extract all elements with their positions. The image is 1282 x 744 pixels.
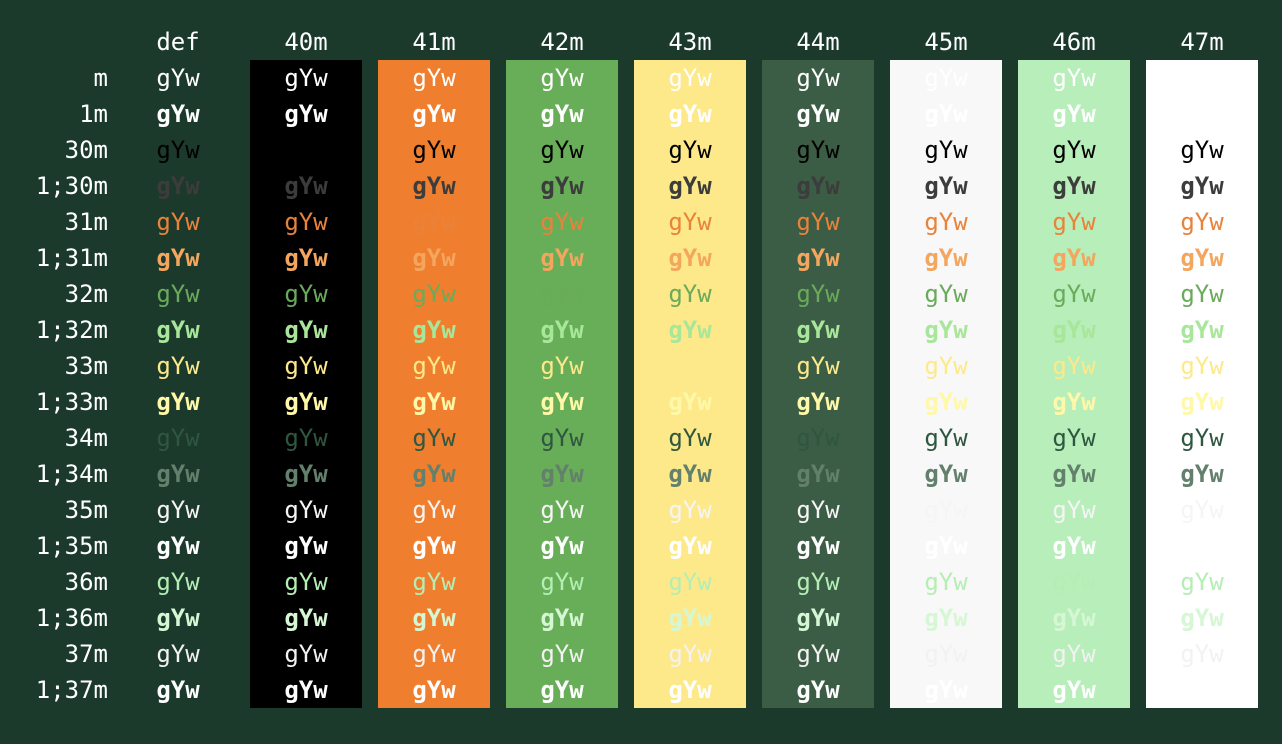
sample-cell: gYw	[1180, 496, 1224, 524]
sample-cell: gYw	[412, 136, 456, 164]
sample-cell: gYw	[1052, 532, 1096, 560]
sample-cell: gYw	[156, 172, 200, 200]
sample-cell: gYw	[284, 388, 328, 416]
sample-cell: gYw	[284, 172, 328, 200]
sample-cell: gYw	[1180, 100, 1224, 128]
row-label-1;35m: 1;35m	[35, 532, 108, 560]
sample-cell: gYw	[668, 532, 712, 560]
sample-cell: gYw	[924, 676, 968, 704]
sample-cell: gYw	[1052, 388, 1096, 416]
sample-cell: gYw	[284, 532, 328, 560]
sample-cell: gYw	[668, 460, 712, 488]
sample-cell: gYw	[1180, 604, 1224, 632]
sample-cell: gYw	[540, 460, 584, 488]
column-header-42m: 42m	[540, 28, 584, 56]
sample-cell: gYw	[412, 424, 456, 452]
sample-cell: gYw	[668, 172, 712, 200]
sample-cell: gYw	[412, 316, 456, 344]
sample-cell: gYw	[668, 496, 712, 524]
row-label-1;32m: 1;32m	[35, 316, 108, 344]
sample-cell: gYw	[412, 388, 456, 416]
sample-cell: gYw	[1180, 64, 1224, 92]
sample-cell: gYw	[412, 280, 456, 308]
sample-cell: gYw	[668, 208, 712, 236]
sample-cell: gYw	[156, 316, 200, 344]
sample-cell: gYw	[1180, 676, 1224, 704]
sample-cell: gYw	[668, 136, 712, 164]
sample-cell: gYw	[284, 604, 328, 632]
sample-cell: gYw	[412, 496, 456, 524]
sample-cell: gYw	[412, 604, 456, 632]
sample-cell: gYw	[796, 172, 840, 200]
column-header-45m: 45m	[924, 28, 968, 56]
sample-cell: gYw	[284, 496, 328, 524]
sample-cell: gYw	[668, 100, 712, 128]
sample-cell: gYw	[1052, 208, 1096, 236]
sample-cell: gYw	[284, 568, 328, 596]
sample-cell: gYw	[1052, 244, 1096, 272]
sample-cell: gYw	[668, 604, 712, 632]
sample-cell: gYw	[1180, 244, 1224, 272]
sample-cell: gYw	[540, 496, 584, 524]
sample-cell: gYw	[412, 352, 456, 380]
row-label-m: m	[93, 64, 108, 92]
row-label-1;30m: 1;30m	[35, 172, 108, 200]
sample-cell: gYw	[796, 496, 840, 524]
sample-cell: gYw	[1180, 424, 1224, 452]
sample-cell: gYw	[540, 100, 584, 128]
sample-cell: gYw	[1180, 640, 1224, 668]
sample-cell: gYw	[1052, 64, 1096, 92]
sample-cell: gYw	[1180, 316, 1224, 344]
sample-cell: gYw	[924, 568, 968, 596]
sample-cell: gYw	[1052, 460, 1096, 488]
sample-cell: gYw	[540, 424, 584, 452]
sample-cell: gYw	[668, 424, 712, 452]
sample-cell: gYw	[924, 604, 968, 632]
sample-cell: gYw	[156, 532, 200, 560]
column-header-44m: 44m	[796, 28, 840, 56]
sample-cell: gYw	[1052, 172, 1096, 200]
sample-cell: gYw	[412, 244, 456, 272]
sample-cell: gYw	[924, 64, 968, 92]
sample-cell: gYw	[796, 568, 840, 596]
sample-cell: gYw	[412, 676, 456, 704]
row-label-34m: 34m	[64, 424, 108, 452]
sample-cell: gYw	[412, 64, 456, 92]
sample-cell: gYw	[1180, 352, 1224, 380]
row-label-37m: 37m	[64, 640, 108, 668]
sample-cell: gYw	[156, 424, 200, 452]
sample-cell: gYw	[1052, 316, 1096, 344]
sample-cell: gYw	[1052, 100, 1096, 128]
sample-cell: gYw	[924, 532, 968, 560]
sample-cell: gYw	[540, 568, 584, 596]
sample-cell: gYw	[1052, 280, 1096, 308]
sample-cell: gYw	[796, 208, 840, 236]
sample-cell: gYw	[540, 604, 584, 632]
sample-cell: gYw	[796, 532, 840, 560]
sample-cell: gYw	[284, 280, 328, 308]
sample-cell: gYw	[156, 352, 200, 380]
sample-cell: gYw	[156, 640, 200, 668]
sample-cell: gYw	[668, 388, 712, 416]
sample-cell: gYw	[924, 388, 968, 416]
sample-cell: gYw	[284, 352, 328, 380]
sample-cell: gYw	[156, 604, 200, 632]
sample-cell: gYw	[796, 388, 840, 416]
sample-cell: gYw	[412, 568, 456, 596]
sample-cell: gYw	[1052, 136, 1096, 164]
sample-cell: gYw	[1180, 568, 1224, 596]
row-label-1;33m: 1;33m	[35, 388, 108, 416]
sample-cell: gYw	[284, 424, 328, 452]
sample-cell: gYw	[1180, 208, 1224, 236]
column-header-40m: 40m	[284, 28, 328, 56]
sample-cell: gYw	[668, 244, 712, 272]
sample-cell: gYw	[412, 208, 456, 236]
sample-cell: gYw	[796, 604, 840, 632]
sample-cell: gYw	[924, 640, 968, 668]
sample-cell: gYw	[796, 244, 840, 272]
sample-cell: gYw	[924, 208, 968, 236]
sample-cell: gYw	[796, 424, 840, 452]
sample-cell: gYw	[284, 136, 328, 164]
sample-cell: gYw	[284, 100, 328, 128]
sample-cell: gYw	[796, 136, 840, 164]
sample-cell: gYw	[924, 352, 968, 380]
sample-cell: gYw	[668, 64, 712, 92]
row-label-1;37m: 1;37m	[35, 676, 108, 704]
sample-cell: gYw	[924, 172, 968, 200]
sample-cell: gYw	[1180, 172, 1224, 200]
sample-cell: gYw	[540, 352, 584, 380]
row-label-31m: 31m	[64, 208, 108, 236]
sample-cell: gYw	[156, 64, 200, 92]
sample-cell: gYw	[412, 460, 456, 488]
sample-cell: gYw	[540, 676, 584, 704]
row-label-36m: 36m	[64, 568, 108, 596]
sample-cell: gYw	[668, 568, 712, 596]
sample-cell: gYw	[668, 640, 712, 668]
sample-cell: gYw	[156, 568, 200, 596]
sample-cell: gYw	[156, 100, 200, 128]
sample-cell: gYw	[540, 64, 584, 92]
sample-cell: gYw	[924, 316, 968, 344]
sample-cell: gYw	[796, 640, 840, 668]
sample-cell: gYw	[540, 280, 584, 308]
sample-cell: gYw	[1180, 388, 1224, 416]
row-label-1m: 1m	[79, 100, 108, 128]
sample-cell: gYw	[156, 496, 200, 524]
sample-cell: gYw	[924, 136, 968, 164]
sample-cell: gYw	[156, 136, 200, 164]
sample-cell: gYw	[924, 280, 968, 308]
sample-cell: gYw	[1180, 532, 1224, 560]
sample-cell: gYw	[540, 316, 584, 344]
sample-cell: gYw	[1052, 424, 1096, 452]
sample-cell: gYw	[1052, 496, 1096, 524]
row-label-30m: 30m	[64, 136, 108, 164]
row-label-35m: 35m	[64, 496, 108, 524]
row-label-1;31m: 1;31m	[35, 244, 108, 272]
sample-cell: gYw	[284, 64, 328, 92]
sample-cell: gYw	[924, 496, 968, 524]
column-header-def: def	[156, 28, 200, 56]
sample-cell: gYw	[540, 640, 584, 668]
sample-cell: gYw	[540, 208, 584, 236]
sample-cell: gYw	[412, 100, 456, 128]
row-label-1;36m: 1;36m	[35, 604, 108, 632]
sample-cell: gYw	[668, 676, 712, 704]
row-label-33m: 33m	[64, 352, 108, 380]
sample-cell: gYw	[412, 172, 456, 200]
sample-cell: gYw	[156, 208, 200, 236]
sample-cell: gYw	[1180, 460, 1224, 488]
sample-cell: gYw	[156, 676, 200, 704]
column-header-43m: 43m	[668, 28, 712, 56]
sample-cell: gYw	[156, 460, 200, 488]
sample-cell: gYw	[668, 316, 712, 344]
sample-cell: gYw	[540, 244, 584, 272]
sample-cell: gYw	[796, 460, 840, 488]
sample-cell: gYw	[540, 532, 584, 560]
sample-cell: gYw	[412, 640, 456, 668]
sample-cell: gYw	[924, 100, 968, 128]
sample-cell: gYw	[1180, 280, 1224, 308]
sample-cell: gYw	[796, 676, 840, 704]
sample-cell: gYw	[796, 316, 840, 344]
sample-cell: gYw	[796, 100, 840, 128]
column-header-47m: 47m	[1180, 28, 1224, 56]
sample-cell: gYw	[540, 136, 584, 164]
sample-cell: gYw	[1052, 604, 1096, 632]
sample-cell: gYw	[284, 640, 328, 668]
sample-cell: gYw	[796, 64, 840, 92]
sample-cell: gYw	[796, 352, 840, 380]
sample-cell: gYw	[156, 388, 200, 416]
sample-cell: gYw	[1180, 136, 1224, 164]
row-label-32m: 32m	[64, 280, 108, 308]
sample-cell: gYw	[924, 460, 968, 488]
sample-cell: gYw	[1052, 676, 1096, 704]
sample-cell: gYw	[924, 244, 968, 272]
sample-cell: gYw	[156, 244, 200, 272]
sample-cell: gYw	[668, 352, 712, 380]
sample-cell: gYw	[156, 280, 200, 308]
sample-cell: gYw	[412, 532, 456, 560]
sample-cell: gYw	[1052, 568, 1096, 596]
column-header-46m: 46m	[1052, 28, 1096, 56]
sample-cell: gYw	[540, 172, 584, 200]
sample-cell: gYw	[540, 388, 584, 416]
sample-cell: gYw	[284, 460, 328, 488]
column-header-41m: 41m	[412, 28, 456, 56]
sample-cell: gYw	[668, 280, 712, 308]
sample-cell: gYw	[284, 208, 328, 236]
sample-cell: gYw	[284, 676, 328, 704]
sample-cell: gYw	[1052, 640, 1096, 668]
sample-cell: gYw	[1052, 352, 1096, 380]
sample-cell: gYw	[284, 316, 328, 344]
row-label-1;34m: 1;34m	[35, 460, 108, 488]
sample-cell: gYw	[796, 280, 840, 308]
sample-cell: gYw	[284, 244, 328, 272]
sample-cell: gYw	[924, 424, 968, 452]
